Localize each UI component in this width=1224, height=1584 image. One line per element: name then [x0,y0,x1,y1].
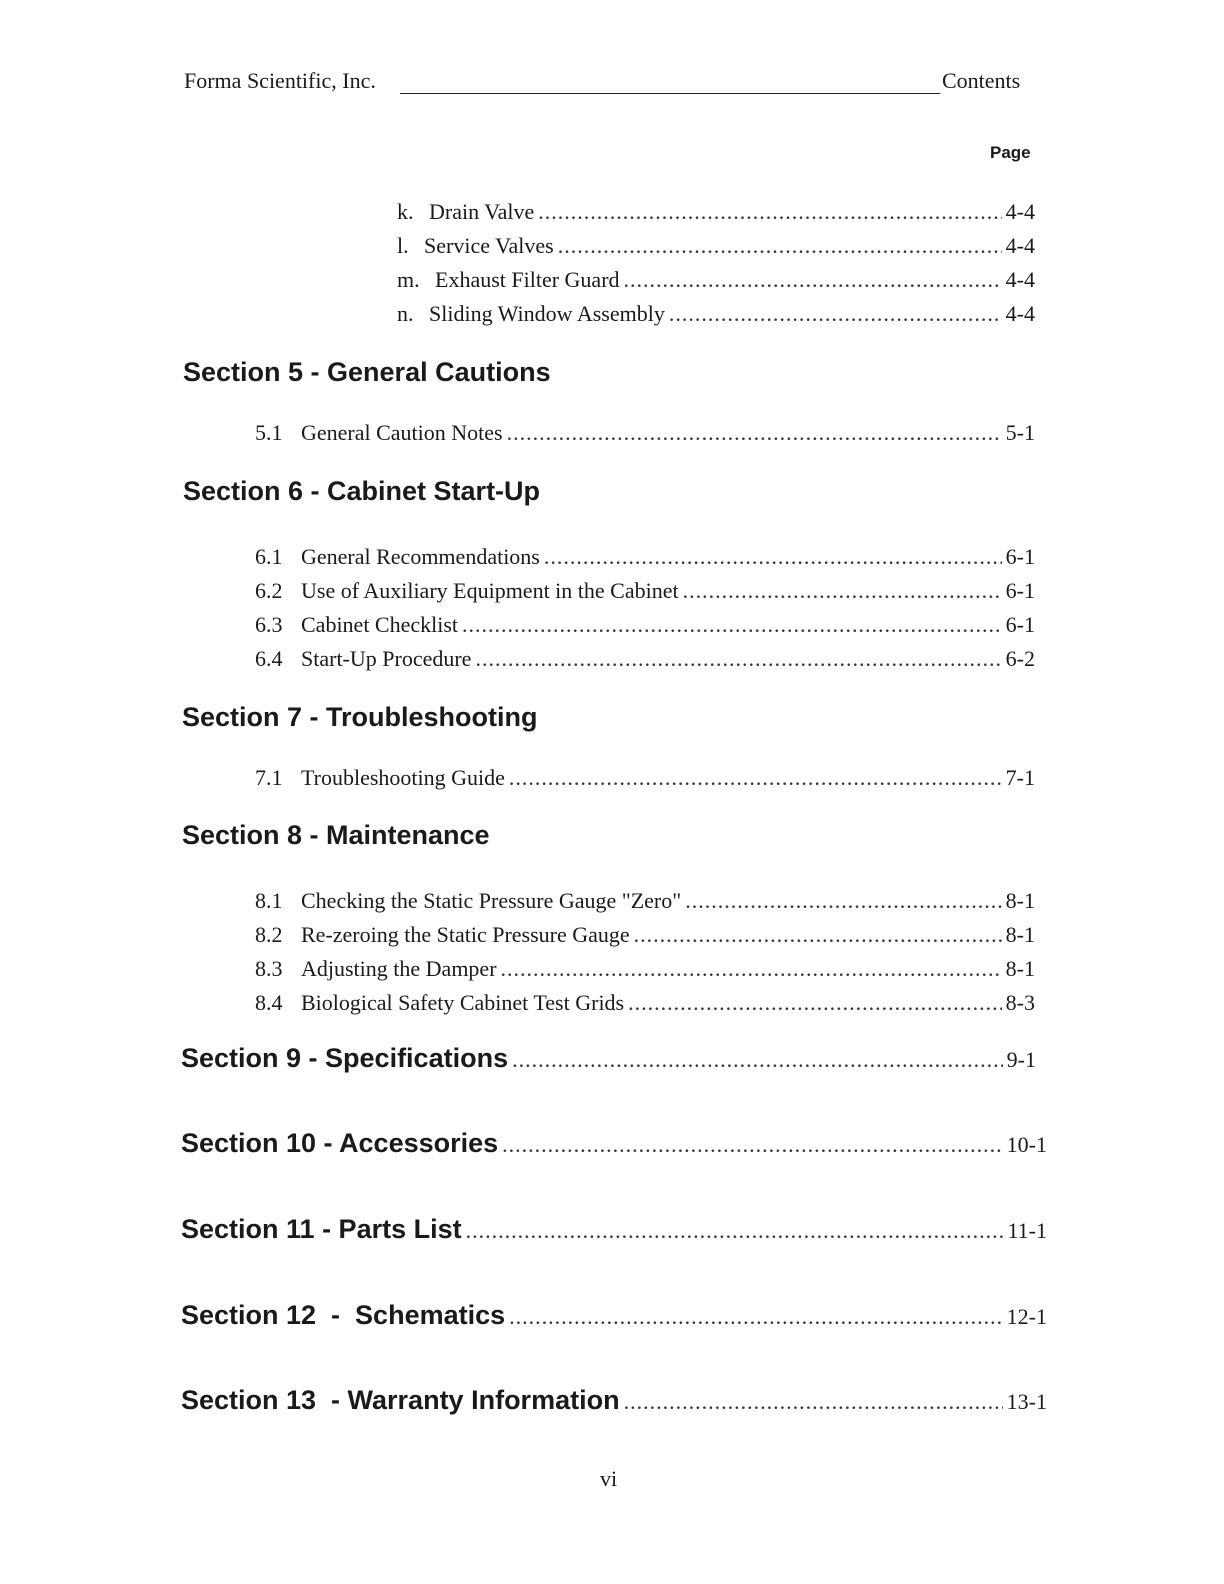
section-entry: Section 9 - Specifications ..... 9-1 [181,1043,1036,1074]
section-entry: Section 13 - Warranty Information ..... 13-1 [181,1385,1047,1416]
section-heading: Section 8 - Maintenance [182,820,490,850]
section-heading: Section 7 - Troubleshooting [182,702,538,732]
header-rule [400,93,940,94]
leader-dots [475,646,1001,672]
leader-dots [544,544,1002,570]
leader-dots [507,420,1002,446]
leader-dots [628,990,1002,1016]
leader-dots [634,922,1002,948]
leader-dots [466,1218,1004,1244]
toc-entry: 8.3 Adjusting the Damper ..... 8-1 [255,956,1035,982]
header-company: Forma Scientific, Inc. [184,68,376,93]
leader-dots [669,301,1002,327]
toc-entry: 8.1 Checking the Static Pressure Gauge "Zero" ..... 8-1 [255,888,1035,914]
toc-entry: 6.1 General Recommendations ..... 6-1 [255,544,1035,570]
toc-entry: l. Service Valves ..... 4-4 [397,233,1035,259]
page-number: vi [600,1466,618,1491]
toc-entry: 7.1 Troubleshooting Guide ..... 7-1 [255,765,1035,791]
section-entry: Section 11 - Parts List ..... 11-1 [181,1214,1047,1245]
leader-dots [509,1304,1003,1330]
leader-dots [509,765,1002,791]
leader-dots [502,1132,1003,1158]
leader-dots [538,199,1001,225]
page-column-label: Page [990,143,1031,162]
toc-entry: n. Sliding Window Assembly ..... 4-4 [397,301,1035,327]
toc-entry: k. Drain Valve ..... 4-4 [397,199,1035,225]
section-heading: Section 6 - Cabinet Start-Up [183,476,541,506]
leader-dots [558,233,1002,259]
toc-entry: 6.3 Cabinet Checklist ..... 6-1 [255,612,1035,638]
leader-dots [462,612,1002,638]
toc-entry: 8.2 Re-zeroing the Static Pressure Gauge ..... 8-1 [255,922,1035,948]
toc-entry: 5.1 General Caution Notes ..... 5-1 [255,420,1035,446]
toc-entry: 8.4 Biological Safety Cabinet Test Grids ..... 8-3 [255,990,1035,1016]
section-heading: Section 5 - General Cautions [183,357,551,387]
leader-dots [501,956,1002,982]
section-entry: Section 10 - Accessories ..... 10-1 [181,1128,1047,1159]
leader-dots [683,578,1002,604]
toc-entry: 6.4 Start-Up Procedure ..... 6-2 [255,646,1035,672]
leader-dots [624,267,1002,293]
leader-dots [624,1389,1003,1415]
leader-dots [512,1047,1003,1073]
header-title: Contents [942,68,1021,93]
leader-dots [685,888,1001,914]
toc-entry: m. Exhaust Filter Guard ..... 4-4 [397,267,1035,293]
section-entry: Section 12 - Schematics ..... 12-1 [181,1300,1047,1331]
toc-entry: 6.2 Use of Auxiliary Equipment in the Cabinet ..... 6-1 [255,578,1035,604]
